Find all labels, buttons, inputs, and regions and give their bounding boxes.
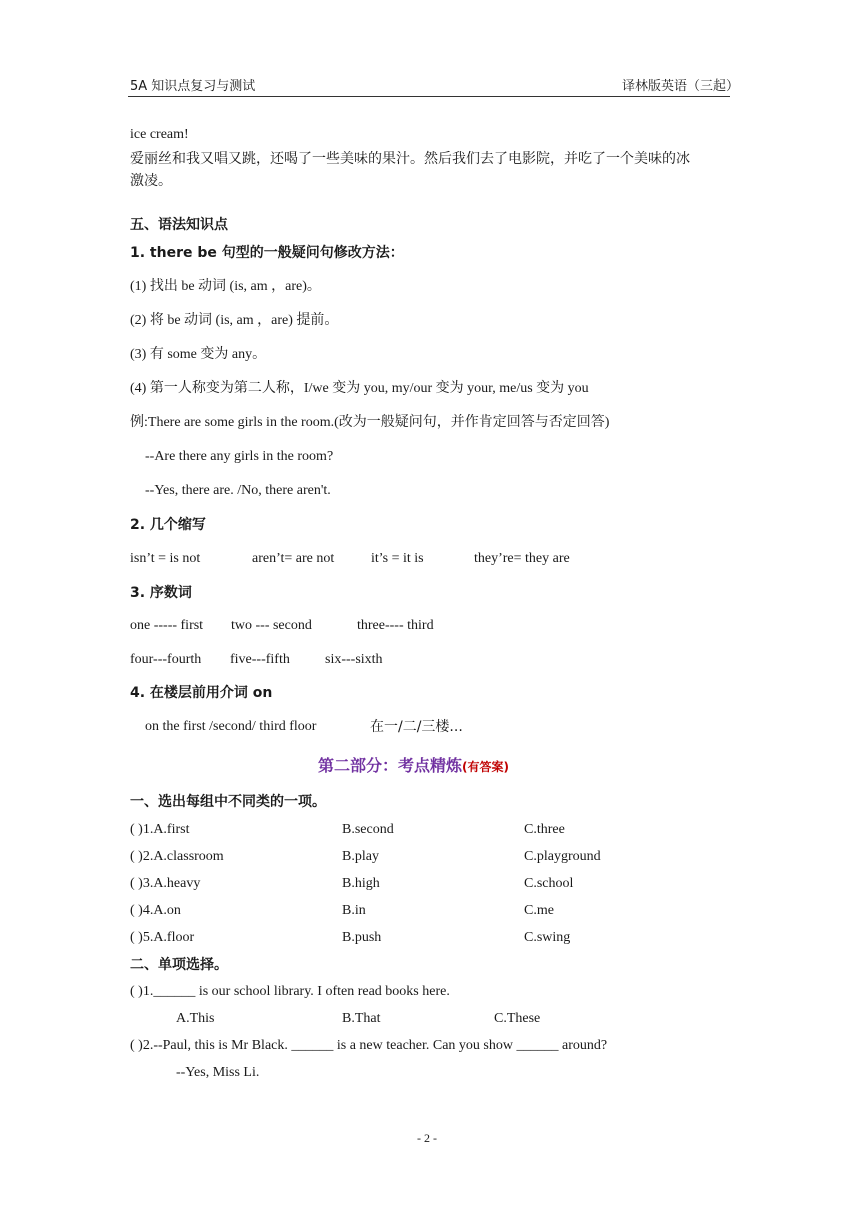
s1-row-3-b: B.high [342,876,380,891]
intro-line-1: ice cream! [130,127,189,142]
q1-stem: ( )1.______ is our school library. I often read books here. [130,984,450,999]
q2-stem: ( )2.--Paul, this is Mr Black. ______ is a new teacher. Can you show ______ around? [130,1038,608,1053]
section2-title: 二、单项选择。 [130,957,228,973]
contraction-3: it’s = it is [371,551,424,566]
grammar-title: 五、语法知识点 [130,217,228,233]
grammar-step-1: (1) 找出 be 动词 (is, am ，are)。 [130,279,321,294]
floor-example: on the first /second/ third floor [145,719,317,734]
grammar-p1-title: 1. there be 句型的一般疑问句修改方法： [130,245,404,261]
contraction-1: isn’t = is not [130,551,201,566]
page-number: - 2 - [417,1131,437,1145]
s1-row-2-b: B.play [342,849,379,864]
s1-row-5-b: B.push [342,930,382,945]
q2-reply: --Yes, Miss Li. [176,1065,260,1080]
s1-row-4-a: ( )4.A.on [130,903,181,918]
section1-title: 一、选出每组中不同类的一项。 [130,794,326,810]
floor-meaning: 在一/二/三楼... [370,719,463,735]
contraction-2: aren’t= are not [252,551,335,566]
s1-row-1-c: C.three [524,822,565,837]
intro-line-3: 激凌。 [130,173,172,189]
s1-row-5-c: C.swing [524,930,571,945]
grammar-p3-title: 3. 序数词 [130,585,192,601]
grammar-answer-2: --Yes, there are. /No, there aren't. [145,483,331,498]
q1-option-a: A.This [176,1011,215,1026]
grammar-example: 例:There are some girls in the room.(改为一般疑问句，并作肯定回答与否定回答) [130,415,610,430]
grammar-answer-1: --Are there any girls in the room? [145,449,334,464]
contraction-4: they’re= they are [474,551,570,566]
q1-option-b: B.That [342,1011,381,1026]
grammar-p2-title: 2. 几个缩写 [130,517,206,533]
s1-row-4-c: C.me [524,903,554,918]
ordinal-3: three---- third [357,618,434,633]
part2-note: (有答案) [462,760,509,774]
part2-title [318,757,509,776]
grammar-p4-title: 4. 在楼层前用介词 on [130,685,273,701]
s1-row-3-a: ( )3.A.heavy [130,876,201,891]
s1-row-2-c: C.playground [524,849,601,864]
ordinal-1: one ----- first [130,618,204,633]
intro-line-2: 爱丽丝和我又唱又跳，还喝了一些美味的果汁。然后我们去了电影院，并吃了一个美味的冰 [130,151,690,167]
ordinal-5: five---fifth [230,652,290,667]
header-left: 5A 知识点复习与测试 [130,79,256,94]
s1-row-2-a: ( )2.A.classroom [130,849,224,864]
s1-row-1-b: B.second [342,822,394,837]
part2-title-text: 第二部分：考点精炼 [318,756,463,775]
s1-row-1-a: ( )1.A.first [130,822,190,837]
s1-row-4-b: B.in [342,903,366,918]
grammar-step-3: (3) 有 some 变为 any。 [130,347,267,362]
ordinal-6: six---sixth [325,652,383,667]
s1-row-5-a: ( )5.A.floor [130,930,195,945]
ordinal-2: two --- second [231,618,312,633]
header-rule [128,96,730,97]
header-right: 译林版英语（三起） [622,79,740,94]
ordinal-4: four---fourth [130,652,202,667]
grammar-step-2: (2) 将 be 动词 (is, am ，are) 提前。 [130,313,339,328]
grammar-step-4: (4) 第一人称变为第二人称，I/we 变为 you, my/our 变为 your, me/us 变为 you [130,381,589,396]
s1-row-3-c: C.school [524,876,574,891]
q1-option-c: C.These [494,1011,541,1026]
